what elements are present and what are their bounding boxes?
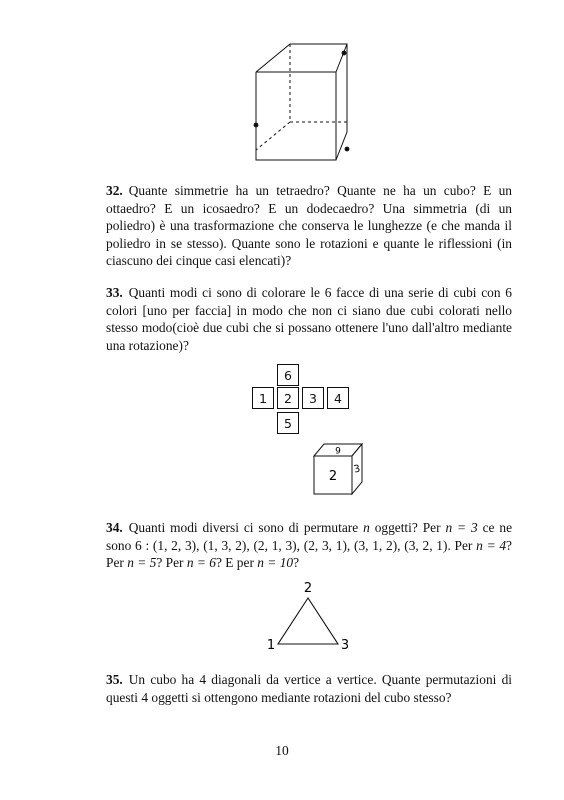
problem-number: 33. [106,285,123,300]
math-equation: n = 10 [257,555,294,571]
problem-text: oggetti? Per [374,520,441,535]
page-number: 10 [275,743,289,758]
problem-35 [106,671,512,706]
problem-32 [106,182,512,270]
math-variable: n [363,520,370,535]
triangle-shape [278,598,338,644]
problem-number: 32. [106,183,123,198]
triangle-vertex-label: 1 [266,638,276,653]
problem-text: ? E per [215,555,254,571]
small-cube-front-label: 2 [328,469,338,484]
problem-33 [106,284,512,354]
problem-text: ? Per [106,537,512,571]
problem-text: Un cubo ha 4 diagonali da vertice a vertice. Quante permutazioni di questi 4 oggetti si ottengono mediante rotazioni del cubo stesso? [106,672,512,705]
math-equation: n = 6 [186,555,216,571]
cube-net-figure [252,364,350,436]
triangle-vertex-label: 2 [303,581,313,596]
small-cube-side-label: 3 [352,463,362,476]
cube-wireframe-figure [245,38,367,168]
problem-number: 35. [106,672,123,687]
net-cell-bottom: 5 [277,412,299,434]
cube-vertex-dot [345,147,350,152]
cube-vertex-dot [254,123,259,128]
net-cell-row: 4 [327,387,349,409]
problem-text: Quante simmetrie ha un tetraedro? Quante ne ha un cubo? E un ottaedro? E un icosaedro? E un dodecaedro? Una simmetria (di un poliedro) è una trasformazione che conserva le lunghezze (e che manda il poliedro in se stesso). Quante sono le rotazioni e quante le riflessioni (in ciascuno dei cinque casi elencati)? [106,183,512,269]
net-cell-top: 6 [277,364,299,386]
problem-number: 34. [106,520,123,535]
math-equation: n = 5 [127,555,157,571]
problem-text: ce ne sono 6 : (1, 2, 3), (1, 3, 2), (2, 1, 3), (2, 3, 1), (3, 1, 2), (3, 2, 1). Per [106,520,513,553]
triangle-vertex-label: 3 [340,638,350,653]
small-cube-top-label: 6 [335,444,341,454]
cube-vertex-dot [342,51,347,56]
math-equation: n = 4 [476,537,507,553]
cube-back-edge [256,122,290,150]
net-cell-row: 1 [252,387,274,409]
problem-text: Quanti modi ci sono di colorare le 6 facce di una serie di cubi con 6 colori [uno per faccia] in modo che non ci siano due cubi colorati nello stesso modo(cioè due cubi che si possano ottenere l'uno dall'altro mediante una rotazione)? [106,285,512,353]
problem-text: ? Per [156,555,184,571]
problem-34 [106,519,512,572]
math-equation: n = 3 [445,520,478,535]
cube-top-face [256,44,347,72]
cube-right-face [336,44,347,160]
problem-text: Quanti modi diversi ci sono di permutare [128,520,359,535]
problem-text: ? [293,555,300,571]
triangle-figure [262,580,354,656]
net-cell-row: 2 [277,387,299,409]
small-cube-figure [310,438,374,500]
cube-front-face [256,72,336,160]
net-cell-row: 3 [302,387,324,409]
